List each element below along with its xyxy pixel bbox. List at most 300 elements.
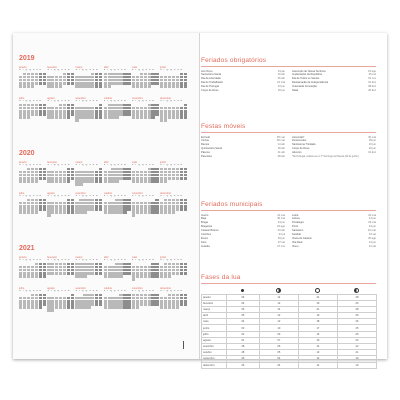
moon-month: dezembro [202,362,227,368]
day-cell [63,309,66,312]
day-grid [160,73,187,92]
day-cell [127,119,130,122]
day-cell [140,278,143,281]
weekday-header: S T Q Q S S D [47,69,70,71]
day-cell [35,119,38,122]
holiday-date: 01 dez [368,81,376,85]
day-cell [23,183,26,186]
month-9 [75,287,102,312]
holiday-name: Sexta-feira Santa [201,73,222,77]
day-cell [55,278,58,281]
holiday-date: 13 jun [368,217,376,221]
month-name: julho [19,97,25,101]
day-cell [115,278,118,281]
page-gutter [199,33,200,359]
month-8 [47,97,74,122]
day-cell [176,309,179,312]
day-cell [59,183,62,186]
holiday-date: 20 ago [368,236,376,240]
weekday-header: S T Q Q S S D [19,290,42,293]
day-grid [132,104,159,123]
moon-month: setembro [202,344,227,350]
day-cell [136,214,139,217]
moon-day: 16 [298,331,337,337]
day-cell [51,309,54,312]
month-name: abril [103,161,109,164]
holiday-name: Ramos [201,143,210,147]
month-row [19,287,187,312]
holiday-name: Pentecostes [292,139,307,143]
month-1 [19,66,46,91]
day-cell [123,278,126,281]
moon-day: 26 [337,300,376,306]
holiday-date: 09 jun [368,139,376,143]
holiday-name: Páscoa [201,151,210,155]
day-cell [31,309,34,312]
day-cell [43,309,46,312]
day-cell [111,214,114,217]
section-heading: Feriados municipais [201,201,263,208]
month-name: janeiro [19,161,27,164]
day-cell [43,278,46,281]
weekday-header: S T Q Q S S D [103,259,127,261]
month-4 [104,161,131,186]
moon-day: 17 [298,325,337,331]
moon-day: 26 [337,313,376,319]
day-cell [155,119,158,122]
holiday-name: Ascensão* [292,135,305,139]
month-name: junho [159,256,167,259]
day-cell [184,309,187,312]
day-cell [75,309,78,312]
day-cell [148,183,151,186]
holiday-name: Beja [201,217,207,221]
holiday-date: 18 abr [277,147,285,151]
month-name: maio [131,256,138,259]
weekday-header: S T Q Q S S D [103,195,127,198]
weekday-header: S T Q Q S S D [103,164,127,166]
weekday-header: S T Q Q S S D [47,259,70,261]
day-cell [23,119,26,122]
holiday-date: 13 jun [368,240,376,244]
holiday-date: 27 nov [277,244,285,248]
day-cell [148,88,151,91]
day-cell [172,214,175,217]
day-cell [79,309,82,312]
day-cell [127,183,130,186]
moon-day: 19 [298,300,337,306]
holiday-columns [201,214,376,249]
month-name: dezembro [159,97,172,101]
day-grid [75,168,102,187]
day-cell [168,214,171,217]
day-cell [111,309,114,312]
day-grid [19,73,46,92]
day-cell [83,119,86,122]
day-cell [27,183,30,186]
month-8 [47,287,74,312]
day-cell [184,88,187,91]
year-title: 2021 [19,245,35,252]
moon-day: 14 [259,294,298,300]
holiday-date: 01 nov [368,77,376,81]
moon-day: 18 [298,319,337,325]
month-11 [132,97,159,122]
day-cell [59,88,62,91]
day-grid [75,294,102,313]
weekday-header: S T Q Q S S D [131,259,155,261]
holiday-name: Braga [201,221,208,225]
month-name: fevereiro [47,256,57,259]
month-name: fevereiro [47,161,57,164]
month-2 [47,161,74,186]
moon-day: 25 [337,325,376,331]
day-cell [87,214,90,217]
moon-day: 06 [227,306,260,312]
holiday-name: Aveiro [201,213,209,217]
day-cell [180,214,183,217]
day-cell [108,88,111,91]
moon-day: 21 [337,350,376,356]
month-5 [132,66,159,91]
day-cell [164,278,167,281]
holiday-name: Portalegre [292,221,304,225]
day-cell [43,88,46,91]
moon-day: 12 [259,319,298,325]
holiday-name: Dia de Portugal [201,85,219,89]
month-name: novembro [131,287,143,291]
day-cell [119,183,122,186]
day-cell [144,309,147,312]
day-cell [144,183,147,186]
day-cell [155,214,158,217]
holiday-column-left [201,214,285,249]
month-name: março [75,161,83,164]
day-cell [39,183,42,186]
holiday-entry [201,245,285,249]
weekday-header: S T Q Q S S D [75,100,99,103]
holiday-date: 28 abr [277,155,285,159]
day-cell [67,309,70,312]
holiday-date: 07 set [277,240,285,244]
day-cell [123,309,126,312]
day-cell [99,183,102,186]
day-grid [132,168,159,187]
holiday-date: 22 mai [368,213,376,217]
holiday-entry [292,151,376,155]
day-grid [19,263,46,282]
weekday-header: S T Q Q S S D [103,100,127,103]
day-cell [155,309,158,312]
holiday-date: 20 jun [277,89,285,93]
day-grid [104,168,131,187]
month-name: março [75,66,83,69]
month-10 [104,287,131,312]
day-cell [83,88,86,91]
holiday-column-left [201,70,285,93]
month-name: outubro [103,287,113,291]
day-cell [144,119,147,122]
month-7 [19,192,46,217]
day-cell [136,88,139,91]
day-cell [155,183,158,186]
day-cell [151,88,154,91]
day-cell [176,88,179,91]
moon-day: 14 [259,306,298,312]
moon-last-icon [354,288,359,293]
holiday-name: Imaculada Conceição [292,85,317,89]
holiday-name: Natal [292,89,299,93]
moon-first-icon [276,288,281,293]
holiday-name: Advento [292,151,302,155]
day-cell [35,278,38,281]
day-cell [19,278,22,281]
month-12 [160,97,187,122]
weekday-header: S T Q Q S S D [75,69,99,71]
holiday-name: Implantação da República [292,73,322,77]
day-cell [168,309,171,312]
holiday-date: 24 jun [368,225,376,229]
day-cell [172,88,175,91]
day-cell [180,88,183,91]
day-cell [39,119,42,122]
month-name: outubro [103,97,113,101]
holiday-date: 19 abr [277,73,285,77]
day-cell [140,214,143,217]
month-name: agosto [47,97,55,101]
moon-day: 12 [298,356,337,362]
moon-day: 04 [259,356,298,362]
day-cell [91,183,94,186]
month-name: setembro [75,97,86,101]
day-cell [39,278,42,281]
month-row [19,192,187,217]
holiday-name: Quinta-feira Santa [201,147,223,151]
month-name: março [75,256,83,259]
moon-month: julho [202,331,227,337]
day-cell [119,88,122,91]
day-grid [160,168,187,187]
day-grid [19,199,46,218]
day-cell [172,278,175,281]
day-cell [51,183,54,186]
moon-day: 05 [227,313,260,319]
day-cell [47,278,50,281]
day-cell [127,214,130,217]
day-cell [104,119,107,122]
weekday-header: S T Q Q S S D [131,164,155,166]
day-cell [160,278,163,281]
month-name: setembro [75,287,86,291]
day-cell [55,88,58,91]
day-cell [43,183,46,186]
day-cell [75,214,78,217]
day-cell [79,119,82,122]
month-7 [19,287,46,312]
day-cell [151,309,154,312]
day-cell [31,183,34,186]
day-cell [63,119,66,122]
day-cell [155,88,158,91]
day-cell [99,119,102,122]
day-cell [184,278,187,281]
section-fases-da-lua [201,274,376,369]
day-cell [111,278,114,281]
weekday-header: S T Q Q S S D [75,259,99,261]
day-cell [127,309,130,312]
holiday-name: Restauração da Independência [292,81,329,85]
day-grid [104,199,131,218]
day-cell [59,119,62,122]
weekday-header: S T Q Q S S D [159,164,183,166]
day-cell [108,309,111,312]
day-cell [79,88,82,91]
day-cell [123,183,126,186]
moon-day: 04 [259,362,298,368]
day-cell [151,278,154,281]
day-cell [23,214,26,217]
month-3 [75,66,102,91]
holiday-date: 23 abr [277,229,285,233]
day-cell [39,88,42,91]
day-cell [115,88,118,91]
day-cell [132,278,135,281]
holiday-date: 24 jun [277,221,285,225]
day-cell [115,309,118,312]
day-cell [168,183,171,186]
day-grid [47,294,74,313]
day-cell [184,183,187,186]
day-cell [75,88,78,91]
day-cell [151,214,154,217]
holiday-date: 21 abr [277,151,285,155]
day-grid [19,294,46,313]
weekday-header: S T Q Q S S D [19,164,42,166]
holiday-name: Castelo Branco [201,229,219,233]
day-cell [23,309,26,312]
holiday-name: Corpo de Deus [292,147,310,151]
month-12 [160,287,187,312]
holiday-name: Pascoela [201,155,212,159]
holiday-date: 01 mai [277,81,285,85]
year-calendar-2021 [19,245,187,312]
day-cell [87,88,90,91]
holiday-date: 25 abr [277,77,285,81]
day-cell [140,119,143,122]
moon-phase-table [201,288,377,369]
holiday-name: Dia de Todos os Santos [292,77,320,81]
holiday-name: Santarém [292,229,304,233]
day-cell [115,119,118,122]
year-calendar-2020 [19,150,187,217]
day-cell [35,88,38,91]
holiday-date: 15 ago [368,69,376,73]
moon-day: 28 [337,294,376,300]
holiday-date: 14 abr [277,143,285,147]
month-2 [47,66,74,91]
day-cell [115,183,118,186]
day-grid [47,73,74,92]
holiday-column-right [292,70,376,93]
day-grid [160,294,187,313]
holiday-name: Entrudo [201,135,211,139]
day-cell [63,214,66,217]
month-name: dezembro [159,287,172,291]
day-grid [132,294,159,313]
holiday-entry [292,89,376,93]
month-12 [160,192,187,217]
weekday-header: S T Q Q S S D [159,100,183,103]
moon-day: 04 [227,300,260,306]
holiday-name: Santíssima Trindade [292,143,316,147]
day-cell [108,119,111,122]
holiday-name: Setúbal [292,233,301,237]
day-cell [87,309,90,312]
moon-day: 06 [227,294,260,300]
month-row [19,66,187,91]
weekday-header: S T Q Q S S D [75,290,99,293]
day-cell [75,183,78,186]
holiday-name: Dia do Trabalhador [201,81,224,85]
section-heading: Fases da lua [201,274,241,281]
month-name: junho [159,66,167,69]
holiday-date: 30 mai [277,217,285,221]
section-feriados-municipais [201,201,376,249]
day-cell [119,278,122,281]
day-cell [95,214,98,217]
day-cell [39,214,42,217]
day-cell [47,309,50,312]
day-cell [19,119,22,122]
day-cell [99,309,102,312]
weekday-header: S T Q Q S S D [19,69,42,71]
day-cell [27,119,30,122]
weekday-header: S T Q Q S S D [131,100,155,103]
moon-month: junho [202,325,227,331]
day-cell [111,183,114,186]
day-cell [176,214,179,217]
month-9 [75,97,102,122]
month-6 [160,161,187,186]
holiday-date: 08 dez [368,85,376,89]
weekday-header: S T Q Q S S D [131,195,155,198]
moon-day: 14 [298,344,337,350]
day-cell [51,88,54,91]
day-cell [104,183,107,186]
day-cell [160,119,163,122]
day-cell [87,183,90,186]
day-cell [151,119,154,122]
month-6 [160,256,187,281]
weekday-header: S T Q Q S S D [47,195,70,198]
month-name: outubro [103,192,113,196]
day-cell [19,309,22,312]
month-4 [104,66,131,91]
day-grid [132,263,159,282]
day-cell [132,214,135,217]
month-name: julho [19,287,25,291]
month-7 [19,97,46,122]
section-rule [201,283,376,284]
day-cell [104,278,107,281]
holiday-name: Ano Novo [201,69,213,73]
day-cell [168,278,171,281]
weekday-header: S T Q Q S S D [159,195,183,198]
day-grid [47,168,74,187]
moon-day: 19 [337,356,376,362]
day-cell [95,183,98,186]
day-cell [184,214,187,217]
